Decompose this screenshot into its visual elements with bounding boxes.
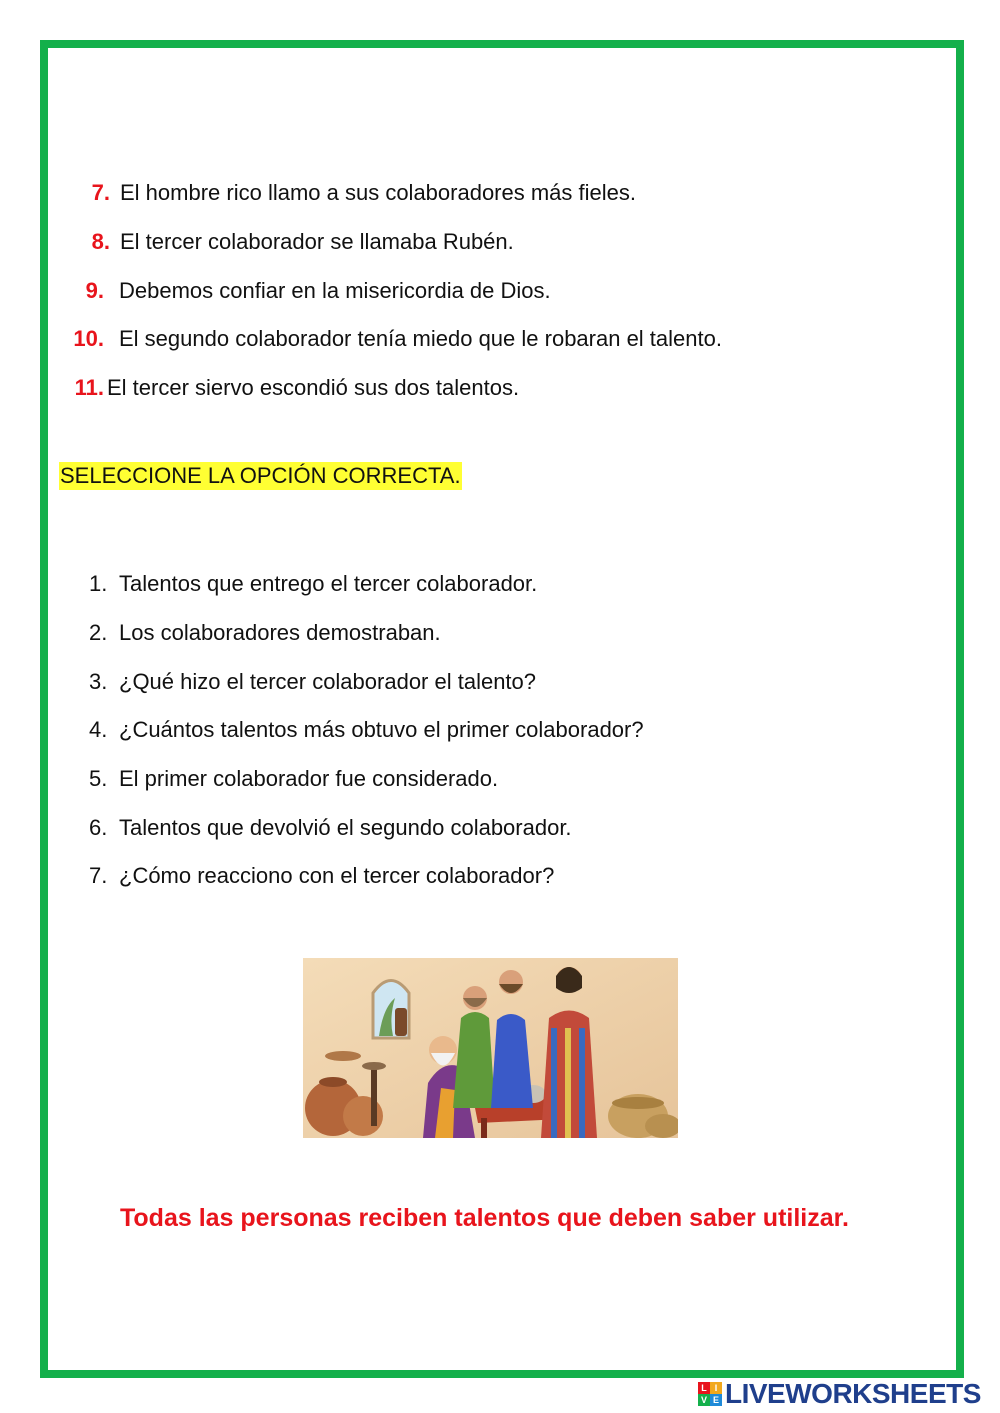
question-text: Talentos que entrego el tercer colaborador. (119, 571, 538, 596)
question-number: 1. (89, 571, 108, 596)
liveworksheets-brand[interactable] (698, 1378, 981, 1410)
statement-number: 10. (73, 326, 104, 351)
question-number: 6. (89, 815, 108, 840)
question-number: 5. (89, 766, 108, 791)
statement-number: 7. (91, 180, 110, 205)
statement-text: El tercer siervo escondió sus dos talentos. (107, 375, 520, 400)
question-number: 4. (89, 717, 108, 742)
statement-number: 8. (91, 229, 110, 254)
question-text: ¿Cuántos talentos más obtuvo el primer colaborador? (119, 717, 644, 742)
statement-text: Debemos confiar en la misericordia de Dios. (119, 278, 551, 303)
section-title: SELECCIONE LA OPCIÓN CORRECTA. (60, 463, 461, 488)
question-number: 2. (89, 620, 108, 645)
statement-text: El segundo colaborador tenía miedo que le robaran el talento. (119, 326, 722, 351)
statement-text: El hombre rico llamo a sus colaboradores más fieles. (120, 180, 637, 205)
logo-letter: I (710, 1382, 722, 1394)
question-number: 7. (89, 863, 108, 888)
parable-illustration (303, 958, 678, 1138)
question-text: ¿Qué hizo el tercer colaborador el talento? (119, 669, 537, 694)
logo-letter: E (710, 1394, 722, 1406)
logo-letter: L (698, 1382, 710, 1394)
logo-letter: V (698, 1394, 710, 1406)
liveworksheets-logo-icon (698, 1382, 722, 1406)
statement-text: El tercer colaborador se llamaba Rubén. (120, 229, 514, 254)
question-text: ¿Cómo reacciono con el tercer colaborador? (119, 863, 555, 888)
question-text: Talentos que devolvió el segundo colaborador. (119, 815, 572, 840)
moral-message: Todas las personas reciben talentos que deben saber utilizar. (120, 1204, 849, 1232)
question-number: 3. (89, 669, 108, 694)
statement-number: 11. (74, 375, 104, 400)
question-text: El primer colaborador fue considerado. (119, 766, 499, 791)
question-text: Los colaboradores demostraban. (119, 620, 441, 645)
statement-number: 9. (85, 278, 104, 303)
brand-name: LIVEWORKSHEETS (725, 1378, 981, 1409)
